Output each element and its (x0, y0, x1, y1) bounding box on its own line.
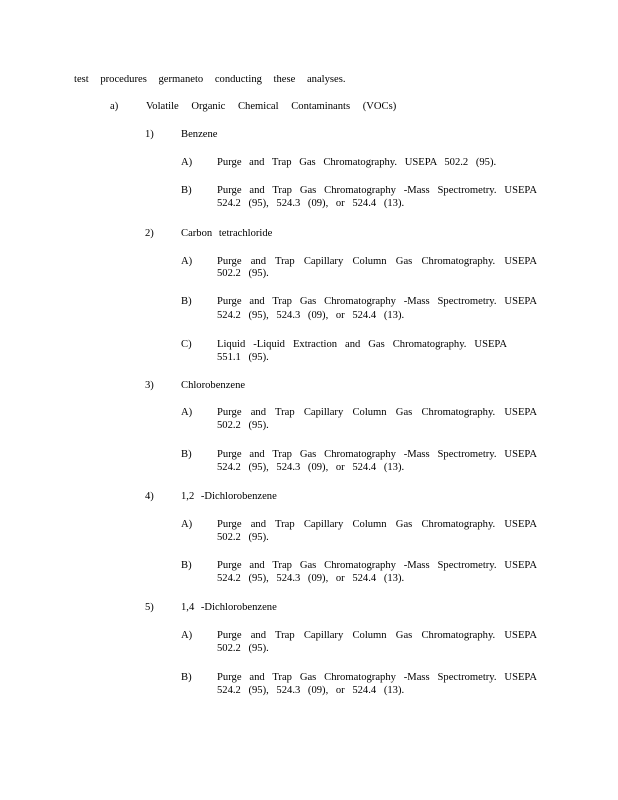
method-text-line1: Purge and Trap Gas Chromatography -Mass Spectrometry. USEPA (217, 185, 537, 196)
intro-text: test procedures germaneto conducting these analyses. (74, 74, 346, 85)
method-text-line1: Liquid -Liquid Extraction and Gas Chromatography. USEPA (217, 339, 507, 350)
method-text-line2: 502.2 (95). (217, 643, 269, 654)
item-title: 1,2 -Dichlorobenzene (181, 491, 277, 502)
method-letter: A) (181, 256, 193, 267)
method-text-line2: 502.2 (95). (217, 420, 269, 431)
method-letter: B) (181, 185, 192, 196)
item-title: 1,4 -Dichlorobenzene (181, 602, 277, 613)
method-text-line2: 524.2 (95), 524.3 (09), or 524.4 (13). (217, 685, 405, 696)
item-number: 5) (145, 602, 154, 613)
method-text-line2: 524.2 (95), 524.3 (09), or 524.4 (13). (217, 573, 405, 584)
item-number: 4) (145, 491, 154, 502)
method-letter: B) (181, 449, 192, 460)
method-text-line1: Purge and Trap Gas Chromatography. USEPA 502.2 (95). (217, 157, 497, 168)
item-number: 2) (145, 228, 154, 239)
item-title: Chlorobenzene (181, 380, 246, 391)
item-title: Carbon tetrachloride (181, 228, 273, 239)
method-text-line1: Purge and Trap Gas Chromatography -Mass Spectrometry. USEPA (217, 449, 537, 460)
section-title: Volatile Organic Chemical Contaminants (VOCs) (146, 101, 397, 112)
method-text-line1: Purge and Trap Gas Chromatography -Mass Spectrometry. USEPA (217, 672, 537, 683)
method-letter: B) (181, 672, 192, 683)
item-title: Benzene (181, 129, 218, 140)
method-text-line2: 524.2 (95), 524.3 (09), or 524.4 (13). (217, 198, 405, 209)
method-letter: B) (181, 560, 192, 571)
section-label: a) (110, 101, 119, 112)
method-text-line1: Purge and Trap Gas Chromatography -Mass Spectrometry. USEPA (217, 560, 537, 571)
method-letter: A) (181, 519, 193, 530)
method-text-line1: Purge and Trap Gas Chromatography -Mass Spectrometry. USEPA (217, 296, 537, 307)
method-text-line2: 551.1 (95). (217, 352, 269, 363)
method-text-line1: Purge and Trap Capillary Column Gas Chromatography. USEPA (217, 256, 537, 267)
method-letter: B) (181, 296, 192, 307)
method-letter: A) (181, 407, 193, 418)
item-number: 1) (145, 129, 154, 140)
method-text-line2: 524.2 (95), 524.3 (09), or 524.4 (13). (217, 310, 405, 321)
method-text-line2: 502.2 (95). (217, 532, 269, 543)
method-text-line1: Purge and Trap Capillary Column Gas Chromatography. USEPA (217, 407, 537, 418)
method-letter: C) (181, 339, 192, 350)
method-letter: A) (181, 157, 193, 168)
method-letter: A) (181, 630, 193, 641)
method-text-line1: Purge and Trap Capillary Column Gas Chromatography. USEPA (217, 519, 537, 530)
method-text-line2: 502.2 (95). (217, 268, 269, 279)
method-text-line2: 524.2 (95), 524.3 (09), or 524.4 (13). (217, 462, 405, 473)
item-number: 3) (145, 380, 154, 391)
method-text-line1: Purge and Trap Capillary Column Gas Chromatography. USEPA (217, 630, 537, 641)
